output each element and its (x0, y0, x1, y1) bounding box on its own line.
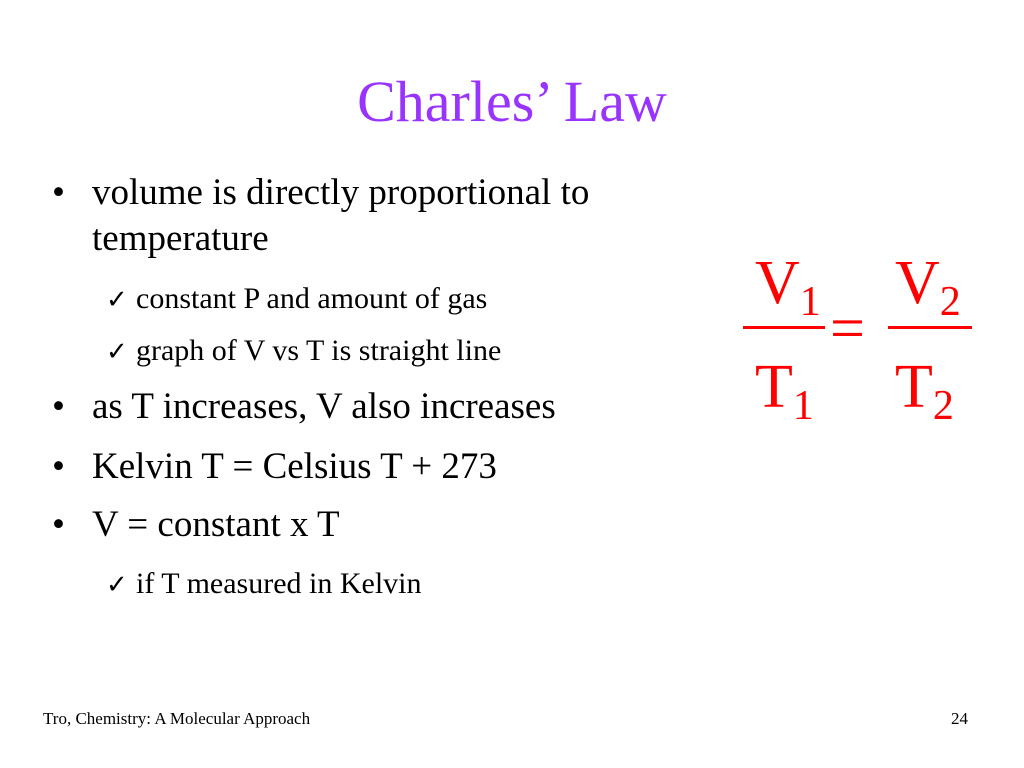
bullet-dot-icon: • (52, 386, 65, 427)
bullet-dot-icon: • (52, 504, 65, 545)
bullet-text: Kelvin T = Celsius T + 273 (92, 446, 497, 487)
checkmark-icon: ✓ (106, 285, 128, 315)
slide-title: Charles’ Law (357, 69, 667, 134)
bullet-text: volume is directly proportional to temperature (92, 172, 590, 259)
bullet-dot-icon: • (52, 172, 65, 213)
bullet-text: as T increases, V also increases (92, 386, 556, 427)
numerator-left: $V_1$ (755, 249, 821, 325)
footer-source: Tro, Chemistry: A Molecular Approach (43, 709, 311, 728)
bullet-dot-icon: • (52, 446, 65, 487)
sub-bullet-text: constant P and amount of gas (136, 282, 488, 315)
sub-bullet-item (106, 333, 501, 370)
checkmark-icon: ✓ (106, 570, 128, 600)
sub-bullet-item (106, 566, 422, 603)
denominator-right: $T_2$ (895, 353, 954, 429)
numerator-right: $V_2$ (895, 249, 961, 325)
subscript: 1 (799, 279, 821, 325)
bullet-item (52, 384, 732, 430)
fraction-bar-left (743, 326, 825, 329)
subscript: 1 (792, 383, 814, 429)
checkmark-icon: ✓ (106, 337, 128, 367)
sub-bullet-text: graph of V vs T is straight line (136, 334, 502, 367)
bullet-item (52, 502, 732, 548)
fraction-bar-right (888, 326, 972, 329)
charles-law-equation (735, 248, 995, 438)
bullet-item (52, 170, 732, 262)
equals-sign: = (830, 295, 865, 363)
page-number: 24 (951, 709, 968, 728)
sub-bullet-text: if T measured in Kelvin (136, 567, 422, 600)
bullet-item (52, 444, 732, 490)
subscript: 2 (939, 279, 961, 325)
sub-bullet-item (106, 281, 487, 318)
denominator-left: $T_1$ (755, 353, 814, 429)
bullet-text: V = constant x T (92, 504, 340, 545)
subscript: 2 (932, 383, 954, 429)
